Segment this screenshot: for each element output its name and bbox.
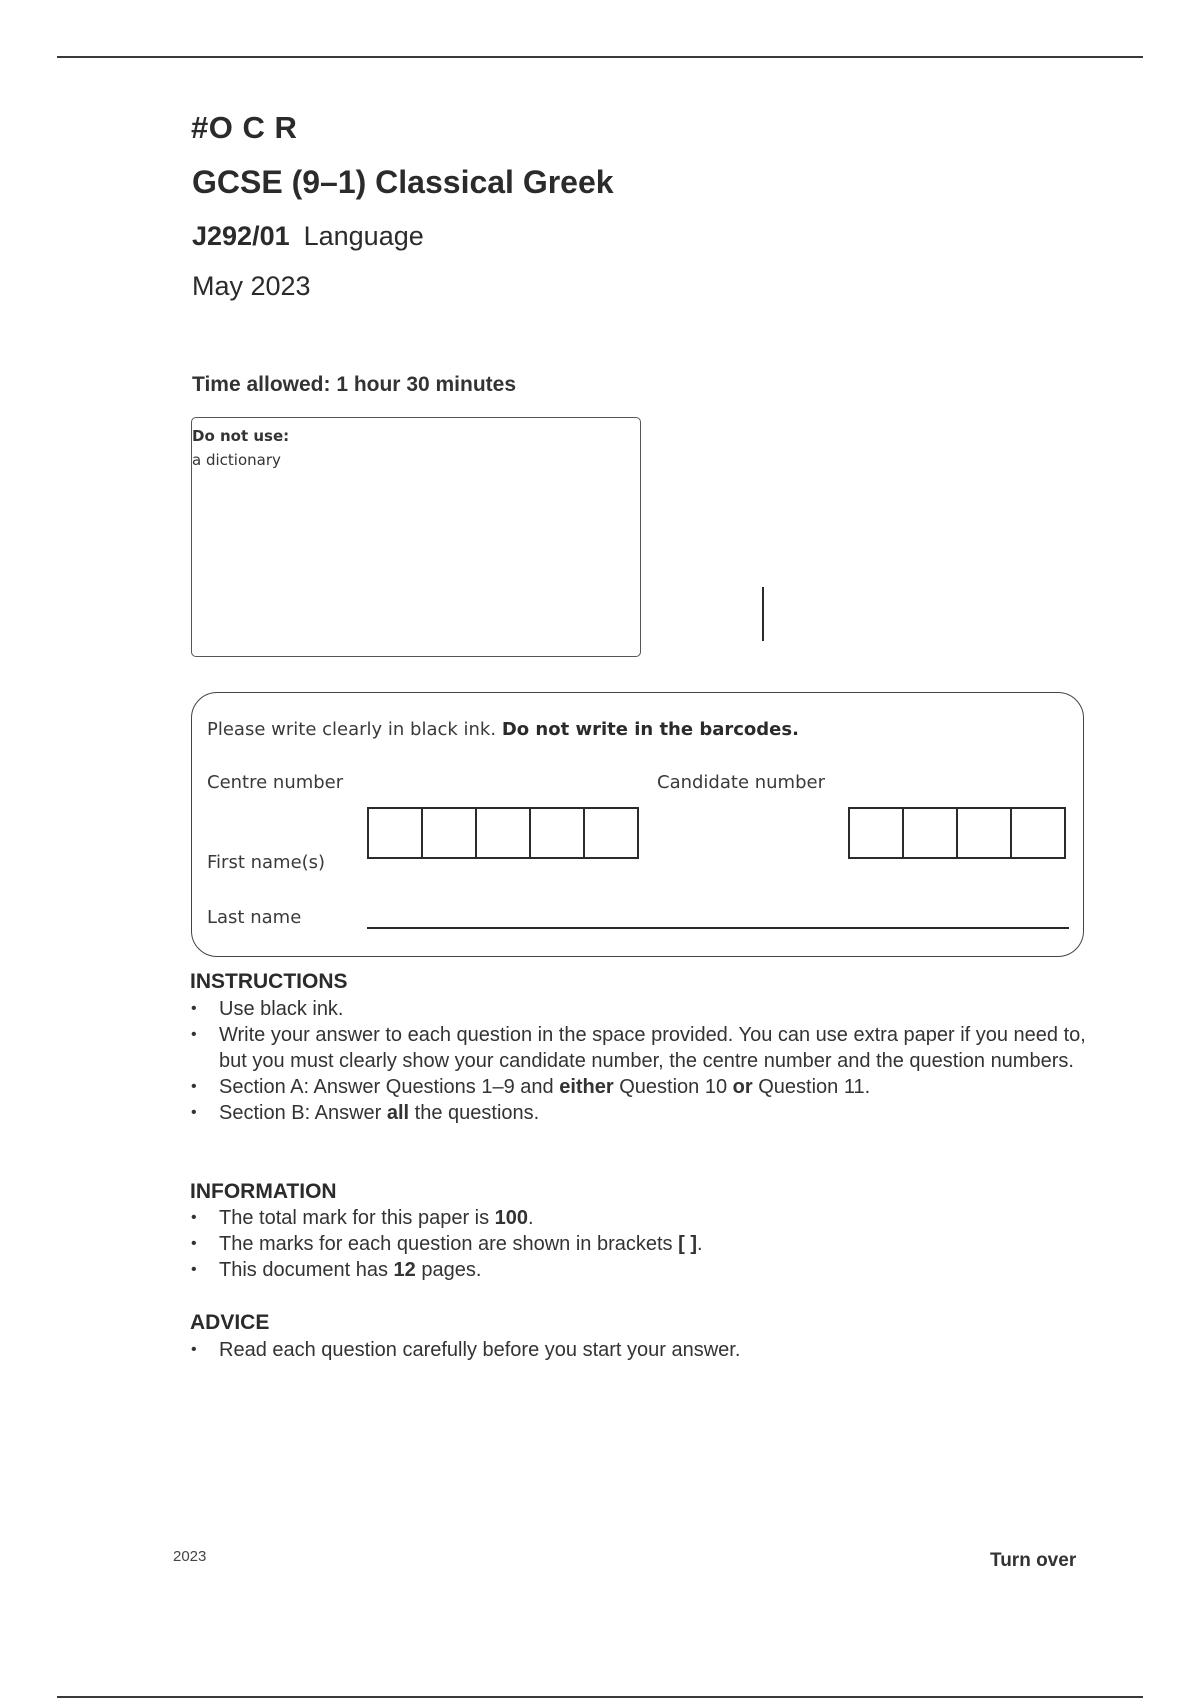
- first-name-label: First name(s): [207, 852, 326, 873]
- last-name-label: Last name: [207, 907, 302, 928]
- information-text: The total mark for this paper is: [219, 1207, 495, 1229]
- do-not-use-heading: Do not use:: [192, 427, 290, 445]
- footer-year: 2023: [173, 1548, 207, 1565]
- list-item: [190, 1257, 1090, 1283]
- paper-code: J292/01: [192, 221, 290, 251]
- list-item: [190, 1100, 1090, 1126]
- candidate-number-label: Candidate number: [657, 772, 825, 793]
- candidate-number-field[interactable]: [848, 807, 1066, 859]
- ink-note-plain: Please write clearly in black ink.: [207, 719, 497, 740]
- instruction-emphasis: all: [386, 1102, 410, 1124]
- do-not-use-box: [191, 417, 641, 657]
- instruction-emphasis: either: [559, 1076, 614, 1098]
- candidate-number-digit-box[interactable]: [1010, 807, 1066, 859]
- information-text: This document has: [219, 1259, 394, 1281]
- time-allowed: Time allowed: 1 hour 30 minutes: [192, 373, 517, 396]
- candidate-details-box: [191, 692, 1084, 957]
- list-item: [190, 1074, 1090, 1100]
- information-emphasis: [ ]: [678, 1233, 698, 1255]
- instruction-text: Question 10: [613, 1076, 733, 1098]
- text-cursor: [762, 587, 764, 641]
- ink-note: [207, 719, 799, 740]
- candidate-number-digit-box[interactable]: [848, 807, 904, 859]
- do-not-use-item: a dictionary: [192, 451, 281, 469]
- instruction-text: Use black ink.: [219, 998, 344, 1020]
- list-item: [190, 996, 1090, 1022]
- qualification-title: GCSE (9–1) Classical Greek: [192, 164, 614, 200]
- list-item: [190, 1205, 1090, 1231]
- instruction-text: Section A: Answer Questions 1–9 and: [219, 1076, 560, 1098]
- candidate-number-digit-box[interactable]: [956, 807, 1012, 859]
- centre-number-digit-box[interactable]: [583, 807, 639, 859]
- list-item: [190, 1337, 1090, 1363]
- instruction-text: Section B: Answer: [219, 1102, 387, 1124]
- centre-number-digit-box[interactable]: [421, 807, 477, 859]
- instruction-text: Question 11.: [752, 1076, 871, 1098]
- list-item: [190, 1022, 1090, 1074]
- paper-title: Language: [303, 221, 424, 251]
- centre-number-label: Centre number: [207, 772, 344, 793]
- paper-line: [192, 221, 424, 252]
- centre-number-digit-box[interactable]: [367, 807, 423, 859]
- instructions-list: [190, 996, 1090, 1126]
- turn-over-label: Turn over: [990, 1550, 1077, 1571]
- centre-number-field[interactable]: [367, 807, 639, 859]
- centre-number-digit-box[interactable]: [475, 807, 531, 859]
- information-text: The marks for each question are shown in brackets: [219, 1233, 679, 1255]
- centre-number-digit-box[interactable]: [529, 807, 585, 859]
- list-item: [190, 1231, 1090, 1257]
- exam-session: May 2023: [192, 271, 311, 301]
- information-text: .: [528, 1207, 534, 1229]
- instruction-text: Write your answer to each question in the space provided. You can use extra paper if you need to, but you must clearly show your candidate number, the centre number and the question numbers.: [219, 1024, 1086, 1072]
- ink-note-bold: Do not write in the barcodes.: [501, 719, 799, 740]
- advice-heading: ADVICE: [190, 1311, 270, 1334]
- advice-list: [190, 1337, 1090, 1363]
- bottom-rule: [57, 1696, 1143, 1698]
- instructions-heading: INSTRUCTIONS: [190, 970, 348, 993]
- ocr-logo: #O C R: [191, 110, 298, 145]
- information-heading: INFORMATION: [190, 1180, 337, 1203]
- information-emphasis: 100: [494, 1207, 529, 1229]
- instruction-text: the questions.: [409, 1102, 540, 1124]
- top-rule: [57, 56, 1143, 58]
- last-name-field[interactable]: [367, 927, 1069, 929]
- advice-text: Read each question carefully before you start your answer.: [219, 1339, 741, 1361]
- instruction-emphasis: or: [732, 1076, 753, 1098]
- information-text: .: [697, 1233, 703, 1255]
- information-list: [190, 1205, 1090, 1283]
- candidate-number-digit-box[interactable]: [902, 807, 958, 859]
- information-text: pages.: [415, 1259, 482, 1281]
- information-emphasis: 12: [393, 1259, 416, 1281]
